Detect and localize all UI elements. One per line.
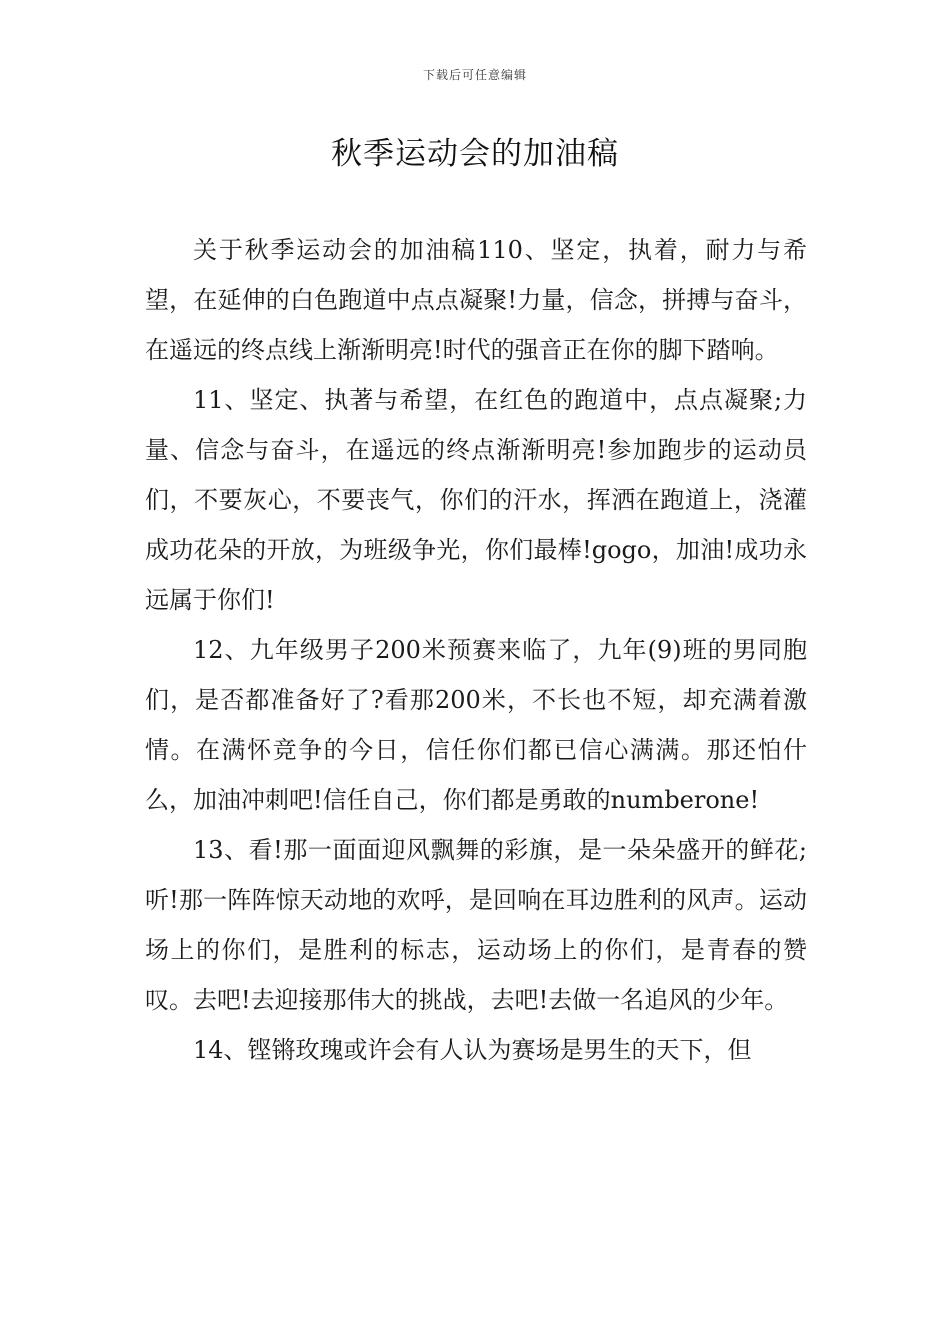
paragraph-14: 14、铿锵玫瑰或许会有人认为赛场是男生的天下，但 (193, 1036, 752, 1064)
paragraph-11: 11、坚定、执著与希望，在红色的跑道中，点点凝聚;力量、信念与奋斗，在遥远的终点渐渐明亮!参加跑步的运动员们，不要灰心，不要丧气，你们的汗水，挥洒在跑道上，浇灌成功花朵的开放，为班级争光，你们最棒!gogo，加油!成功永远属于你们! (145, 386, 807, 614)
paragraph-13: 13、看!那一面面迎风飘舞的彩旗，是一朵朵盛开的鲜花;听!那一阵阵惊天动地的欢呼，是回响在耳边胜利的风声。运动场上的你们，是胜利的标志，运动场上的你们，是青春的赞叹。去吧!去迎接那伟大的挑战，去吧!去做一名追风的少年。 (145, 836, 807, 1014)
document-body (145, 225, 807, 1075)
document-title: 秋季运动会的加油稿 (331, 136, 619, 172)
paragraph-intro: 关于秋季运动会的加油稿110、坚定，执着，耐力与希望，在延伸的白色跑道中点点凝聚!力量，信念，拼搏与奋斗，在遥远的终点线上渐渐明亮!时代的强音正在你的脚下踏响。 (145, 236, 807, 364)
paragraph-12: 12、九年级男子200米预赛来临了，九年(9)班的男同胞们，是否都准备好了?看那200米，不长也不短，却充满着激情。在满怀竞争的今日，信任你们都已信心满满。那还怕什么，加油冲刺吧!信任自己，你们都是勇敢的numberone! (145, 636, 807, 814)
header-note: 下载后可任意编辑 (422, 68, 527, 82)
